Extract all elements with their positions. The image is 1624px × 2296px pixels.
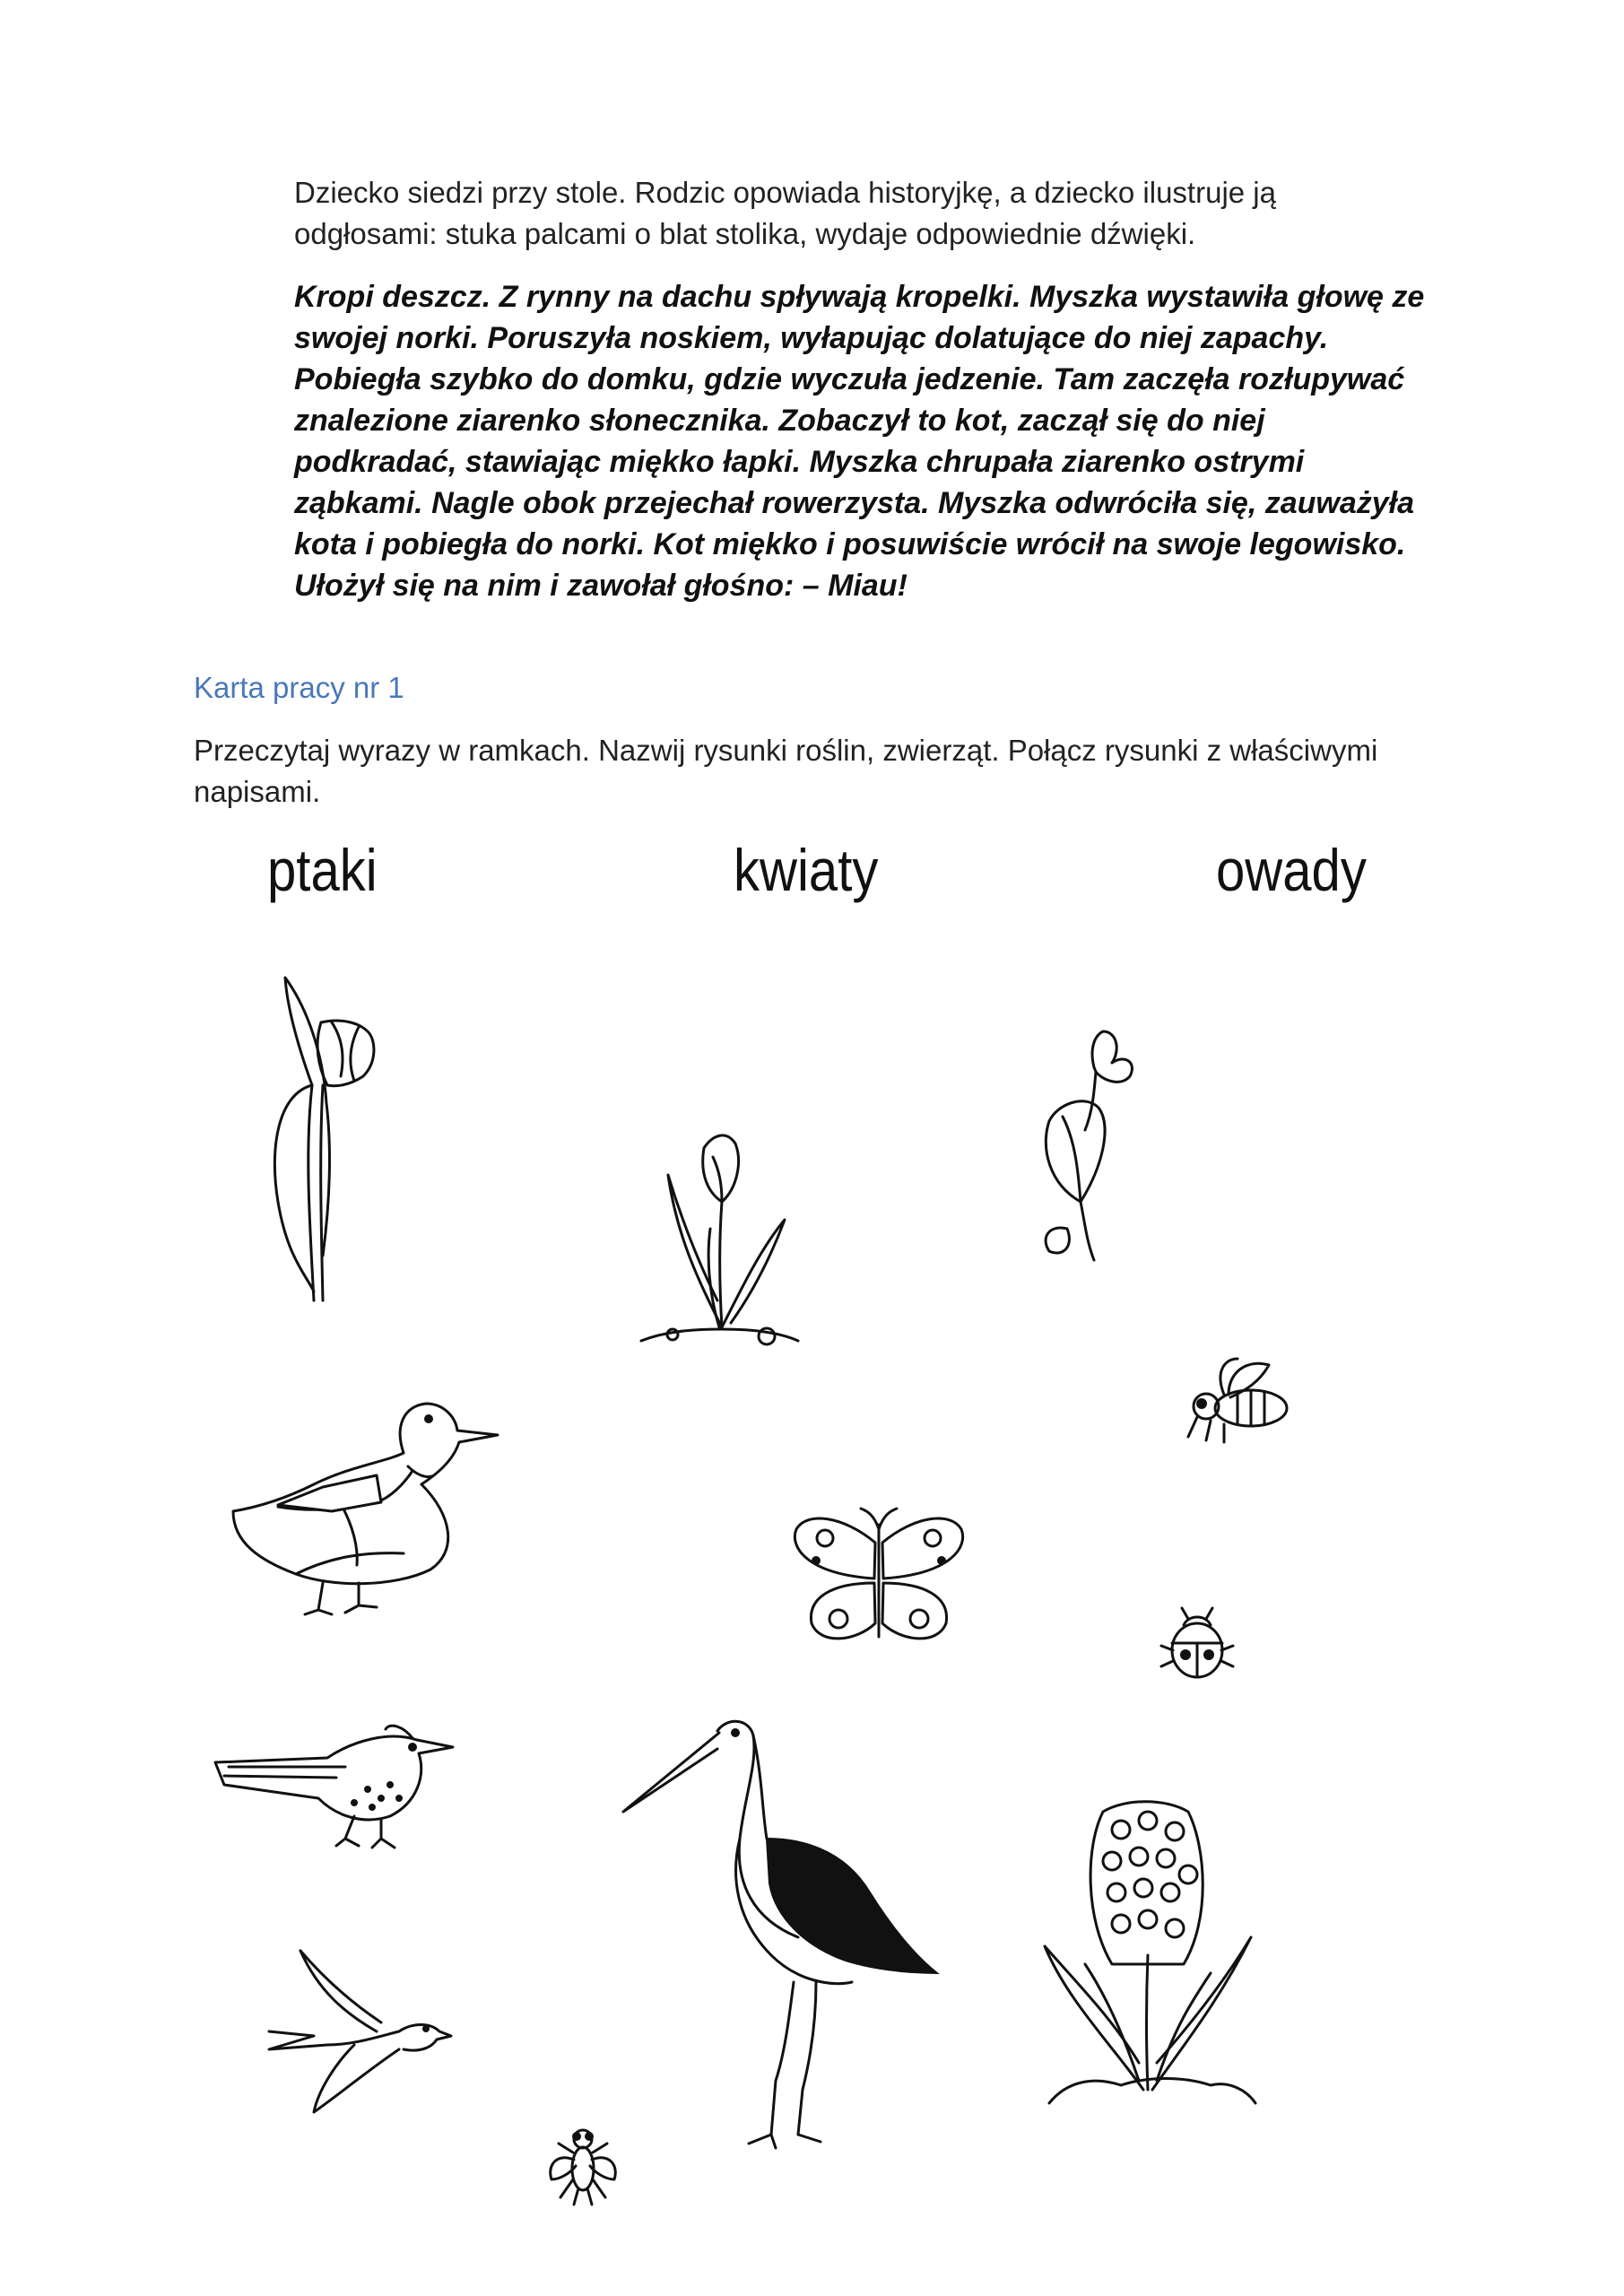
label-flowers: kwiaty	[734, 837, 879, 903]
violet-icon	[1031, 1022, 1139, 1265]
label-insects: owady	[1216, 837, 1367, 903]
label-birds: ptaki	[267, 837, 378, 903]
worksheet-heading: Karta pracy nr 1	[194, 671, 404, 704]
fly-icon	[543, 2117, 623, 2206]
stork-icon	[619, 1713, 951, 2152]
task-instructions: Przeczytaj wyrazy w ramkach. Nazwij rysunki roślin, zwierząt. Połącz rysunki z właściwymi napisami.	[194, 734, 1378, 808]
duck-icon	[224, 1399, 511, 1623]
tulip-icon	[260, 969, 404, 1309]
ladybug-icon	[1157, 1605, 1238, 1686]
butterfly-icon	[789, 1507, 968, 1650]
bee-icon	[1175, 1354, 1300, 1444]
story-text: Kropi deszcz. Z rynny na dachu spływają kropelki. Myszka wystawiła głowę ze swojej norki. Poruszyła noskiem, wyłapując dolatujące do niej zapachy. Pobiegła szybko do domku, gdzie wyczuła jedzenie. Tam zaczęła rozłupywać znalezione ziarenko słonecznika. Zobaczył to kot, zaczął się do niej podkradać, stawiając miękko łapki. Myszka chrupała ziarenko ostrymi ząbkami. Nagle obok przejechał rowerzysta. Myszka odwróciła się, zauważyła kota i pobiegła do norki. Kot miękko i posuwiście wrócił na swoje legowisko. Ułożył się na nim i zawołał głośno: – Miau!	[294, 280, 1425, 603]
hyacinth-icon	[1031, 1794, 1264, 2117]
swallow-icon	[265, 1946, 453, 2117]
thrush-icon	[211, 1713, 462, 1857]
story-paragraph	[294, 276, 1433, 606]
intro-paragraph: Dziecko siedzi przy stole. Rodzic opowiada historyjkę, a dziecko ilustruje ją odgłosami: stuka palcami o blat stolika, wydaje odpowiednie dźwięki.	[294, 176, 1276, 250]
crocus-icon	[637, 1121, 807, 1354]
